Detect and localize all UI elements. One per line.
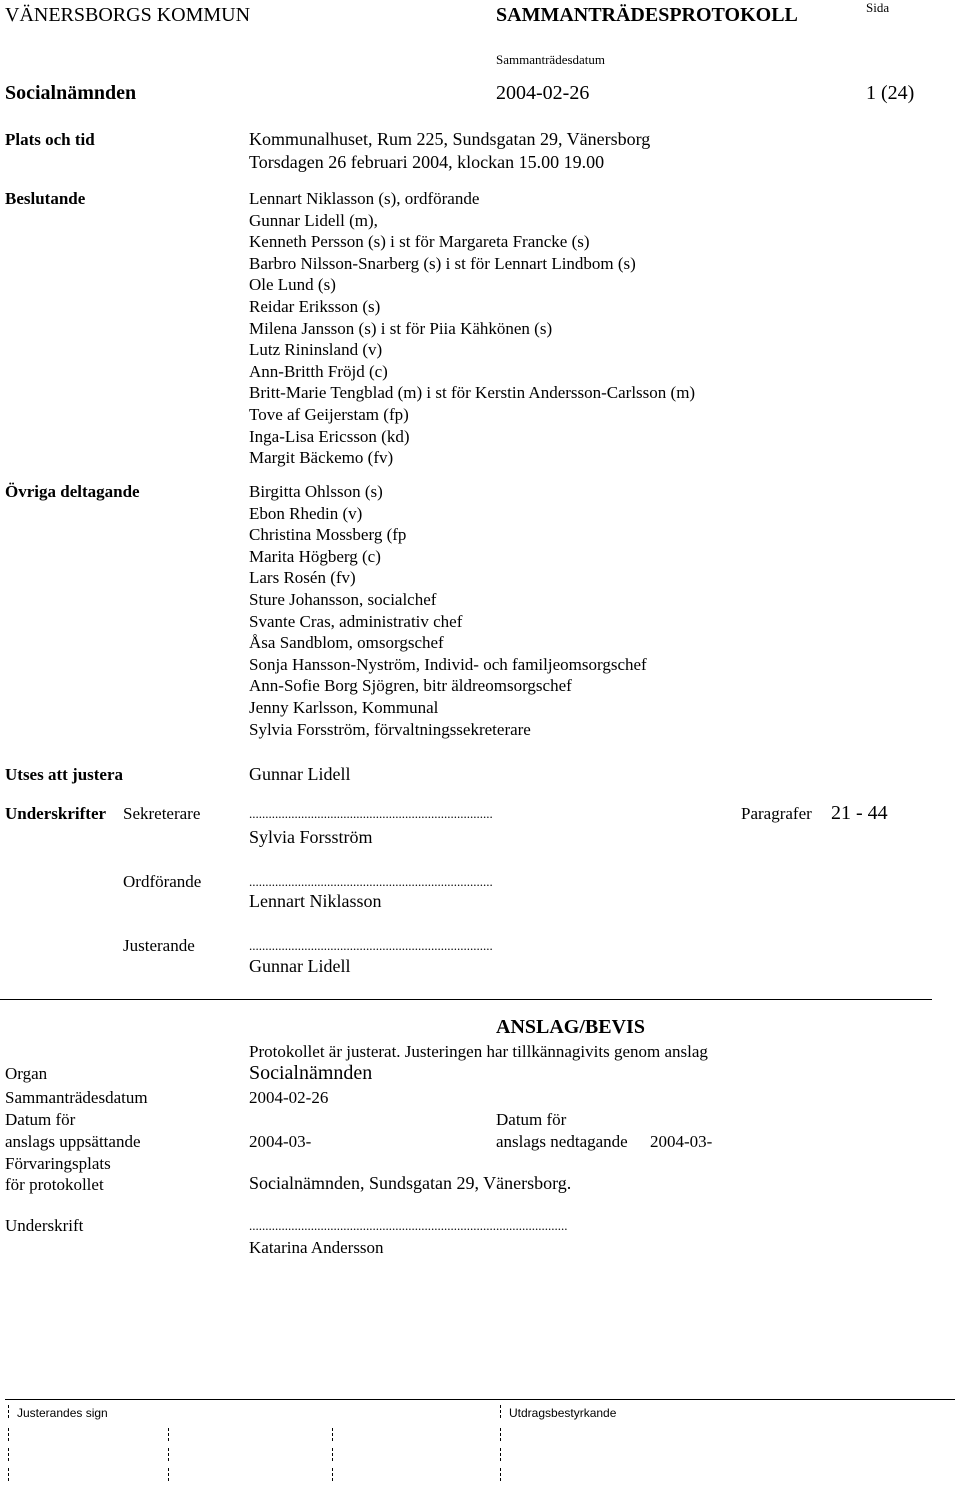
list-item: Christina Mossberg (fp [249, 525, 407, 545]
meeting-date: 2004-02-26 [496, 82, 590, 104]
signatures-label: Underskrifter [5, 804, 107, 823]
adjusters-sign-label: Justerandes sign [17, 1406, 108, 1420]
footer-tick [332, 1428, 333, 1441]
notice-title: ANSLAG/BEVIS [496, 1016, 645, 1038]
footer-tick [8, 1428, 9, 1441]
notice-meeting-date-label: Sammanträdesdatum [5, 1088, 148, 1107]
storage-label-2: för protokollet [5, 1175, 104, 1194]
signer-name: Katarina Andersson [249, 1238, 384, 1257]
document-type: SAMMANTRÄDESPROTOKOLL [496, 4, 798, 26]
list-item: Inga-Lisa Ericsson (kd) [249, 426, 410, 446]
posted-label-2: anslags uppsättande [5, 1132, 141, 1151]
chair-name: Lennart Niklasson [249, 891, 382, 911]
footer-tick [500, 1428, 501, 1441]
list-item: Birgitta Ohlsson (s) [249, 482, 383, 501]
municipality-name: VÄNERSBORGS KOMMUN [5, 4, 251, 26]
committee-name: Socialnämnden [5, 82, 137, 104]
footer-tick [168, 1428, 169, 1441]
footer-tick [500, 1448, 501, 1461]
adjusting-signature-line: ........................................................................... [249, 938, 493, 953]
footer-tick [332, 1448, 333, 1461]
removed-label-2: anslags nedtagande [496, 1132, 628, 1151]
meeting-date-label: Sammanträdesdatum [496, 52, 606, 67]
list-item: Milena Jansson (s) i st för Piia Kähkönen (s) [249, 318, 553, 338]
secretary-label: Sekreterare [123, 804, 201, 823]
footer-tick [332, 1468, 333, 1481]
list-item: Lennart Niklasson (s), ordförande [249, 189, 480, 208]
list-item: Margit Bäckemo (fv) [249, 448, 394, 468]
footer-tick [168, 1448, 169, 1461]
list-item: Sture Johansson, socialchef [249, 589, 437, 609]
list-item: Sylvia Forsström, förvaltningssekreterare [249, 719, 531, 739]
list-item: Jenny Karlsson, Kommunal [249, 697, 439, 717]
section-divider [0, 999, 932, 1000]
signature-label: Underskrift [5, 1216, 84, 1235]
list-item: Ebon Rhedin (v) [249, 503, 363, 523]
notice-meeting-date-value: 2004-02-26 [249, 1088, 329, 1107]
posted-label-1: Datum för [5, 1110, 76, 1129]
secretary-signature-line: ........................................................................... [249, 806, 493, 821]
notice-intro: Protokollet är justerat. Justeringen har tillkännagivits genom anslag [249, 1042, 708, 1061]
removed-value: 2004-03- [650, 1132, 713, 1151]
organ-label: Organ [5, 1064, 48, 1083]
adjusting-label: Justerande [123, 936, 195, 955]
list-item: Marita Högberg (c) [249, 546, 381, 566]
list-item: Åsa Sandblom, omsorgschef [249, 633, 444, 653]
list-item: Tove af Geijerstam (fp) [249, 404, 409, 424]
list-item: Britt-Marie Tengblad (m) i st för Kerstin Andersson-Carlsson (m) [249, 383, 696, 403]
page-label: Sida [866, 0, 890, 15]
footer-divider [5, 1399, 955, 1400]
removed-label-1: Datum för [496, 1110, 567, 1129]
paragraphs-value: 21 - 44 [831, 802, 888, 824]
list-item: Svante Cras, administrativ chef [249, 611, 463, 631]
other-participants-label: Övriga deltagande [5, 482, 140, 501]
notice-signature-line: .................................................................................................. [249, 1218, 568, 1233]
list-item: Lars Rosén (fv) [249, 568, 356, 588]
footer-tick [8, 1468, 9, 1481]
footer-tick [500, 1405, 501, 1418]
adjusting-name: Gunnar Lidell [249, 956, 351, 976]
time-line: Torsdagen 26 februari 2004, klockan 15.00 19.00 [249, 152, 605, 172]
posted-value: 2004-03- [249, 1132, 312, 1151]
list-item: Ann-Britth Fröjd (c) [249, 361, 388, 381]
adjuster-label: Utses att justera [5, 765, 124, 784]
organ-value: Socialnämnden [249, 1062, 373, 1084]
decision-makers-label: Beslutande [5, 189, 86, 208]
list-item: Ann-Sofie Borg Sjögren, bitr äldreomsorgschef [249, 676, 572, 696]
decision-makers-list [249, 188, 695, 469]
place-time-label: Plats och tid [5, 130, 95, 149]
list-item: Lutz Rininsland (v) [249, 340, 383, 360]
footer-tick [500, 1468, 501, 1481]
other-participants-list [249, 481, 647, 740]
footer-tick [8, 1448, 9, 1461]
list-item: Gunnar Lidell (m), [249, 210, 378, 230]
list-item: Ole Lund (s) [249, 275, 336, 295]
paragraphs-label: Paragrafer [741, 804, 812, 823]
list-item: Reidar Eriksson (s) [249, 296, 381, 316]
secretary-name: Sylvia Forsström [249, 827, 373, 847]
chair-label: Ordförande [123, 872, 202, 891]
chair-signature-line: ........................................................................... [249, 874, 493, 889]
storage-label-1: Förvaringsplats [5, 1154, 111, 1173]
footer-tick [168, 1468, 169, 1481]
adjuster-name: Gunnar Lidell [249, 764, 351, 784]
certified-label: Utdragsbestyrkande [509, 1406, 617, 1420]
storage-value: Socialnämnden, Sundsgatan 29, Vänersborg. [249, 1173, 572, 1193]
page-number: 1 (24) [866, 82, 915, 104]
footer-tick [8, 1405, 9, 1418]
list-item: Kenneth Persson (s) i st för Margareta Francke (s) [249, 232, 590, 252]
list-item: Barbro Nilsson-Snarberg (s) i st för Lennart Lindbom (s) [249, 253, 636, 273]
list-item: Sonja Hansson-Nyström, Individ- och familjeomsorgschef [249, 654, 647, 674]
place-line: Kommunalhuset, Rum 225, Sundsgatan 29, Vänersborg [249, 129, 651, 149]
